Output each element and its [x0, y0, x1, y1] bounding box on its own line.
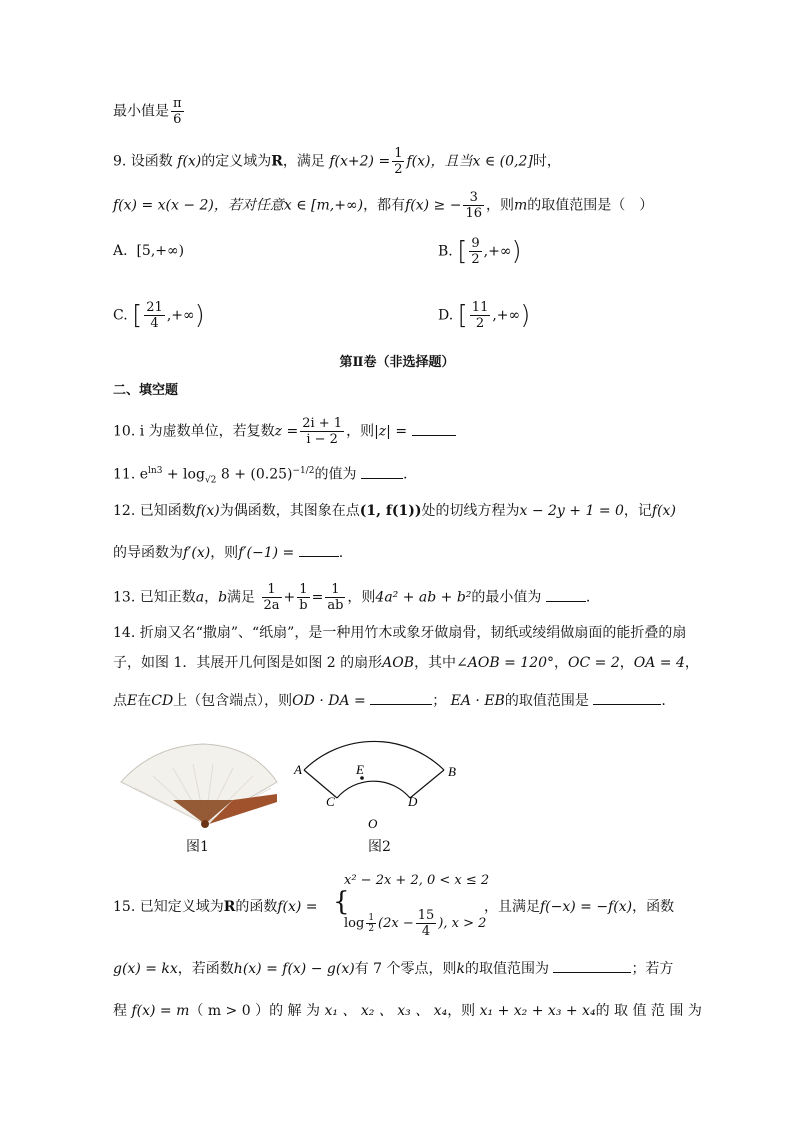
- section-title: 第Ⅱ卷（非选择题）: [339, 355, 455, 370]
- q9-line2: f(x) = x(x − 2)，若对任意x ∈ [m,+∞)，都有f(x) ≥ − $\frac{3}{16}$ ，则m的取值范围是（ ）: [113, 190, 654, 221]
- sector-diagram: [286, 726, 466, 836]
- label-d: D: [408, 794, 418, 809]
- q14-line3: 点E在CD上（包含端点），则OD · DA = ； EA · EB的取值范围是 .: [113, 690, 666, 712]
- piecewise-case-1: x² − 2x + 2, 0 < x ≤ 2: [344, 873, 490, 888]
- q9-option-c: C. [ $\frac{21}{4}$ ,+∞): [113, 300, 205, 331]
- q14-line1: 14. 折扇又名“撒扇”、“纸扇”，是一种用竹木或象牙做扇骨，韧纸或绫绢做扇面的能折叠的扇: [113, 625, 687, 641]
- fan-pivot: [201, 820, 209, 828]
- q13-answer-blank: [546, 587, 586, 602]
- fig1-caption: 图1: [186, 839, 209, 855]
- label-b: B: [448, 764, 456, 779]
- q12-line1: 12. 已知函数f(x)为偶函数，其图象在点(1, f(1))处的切线方程为x − 2y + 1 = 0，记f(x): [113, 503, 676, 519]
- q12-answer-blank: [299, 542, 339, 557]
- fig2-caption: 图2: [368, 839, 391, 855]
- prev-answer-line: 最小值是 $\frac{\pi}{6}$: [113, 96, 182, 127]
- q9-option-a: A. [5,+∞): [113, 243, 185, 259]
- q13-line: 13. 已知正数a，b满足 $\frac{1}{2a}$ + $\frac{1}{b}$ = $\frac{1}{ab}$ ，则4a² + ab + b²的最小值为 .: [113, 582, 591, 613]
- q11-answer-blank: [361, 464, 403, 479]
- half-fraction: $\frac{1}{2}$: [394, 146, 403, 177]
- q10-line: 10. i 为虚数单位，若复数z = $\frac{2i + 1}{i - 2}$ ，则|z| =: [113, 416, 456, 447]
- piecewise-brace: {: [333, 887, 350, 917]
- q9-option-b: B. [ $\frac{9}{2}$ ,+∞): [438, 236, 522, 267]
- q12-line2: 的导函数为f′(x)，则f′(−1) = .: [113, 542, 343, 564]
- complex-fraction: $\frac{2i + 1}{i - 2}$: [302, 416, 343, 447]
- q15-line1-tail: ，且满足f(−x) = −f(x)，函数: [484, 899, 675, 915]
- fan-photo-figure: [113, 742, 283, 832]
- q14-line2: 子，如图 1．其展开几何图是如图 2 的扇形AOB，其中∠AOB = 120°，OC = 2，OA = 4，: [113, 655, 699, 671]
- label-e: E: [356, 762, 364, 777]
- label-o: O: [368, 816, 378, 831]
- q15-line2: g(x) = kx，若函数h(x) = f(x) − g(x)有 7 个零点，则k的取值范围为 ；若方: [113, 958, 673, 980]
- q10-answer-blank: [412, 421, 456, 436]
- q11-line: 11. $e^{ln3} + \log_{√2} 8 + (0.25)^{-1/2}$的值为 .: [113, 460, 407, 491]
- q15-line1: 15. 已知定义域为R的函数f(x) =: [113, 899, 318, 915]
- label-a: A: [294, 762, 302, 777]
- label-c: C: [326, 794, 335, 809]
- part-title: 二、填空题: [113, 383, 179, 398]
- q14-answer-blank-1: [370, 690, 432, 705]
- q14-answer-blank-2: [593, 690, 661, 705]
- three-sixteenths-fraction: $\frac{3}{16}$: [465, 190, 483, 221]
- piecewise-case-2: log $\frac{1}{2}$ (2x − $\frac{15}{4}$ ), x > 2: [344, 908, 487, 939]
- q15-line3: 程 f(x) = m（ m > 0 ）的 解 为 x₁ 、 x₂ 、 x₃ 、 x₄，则 x₁ + x₂ + x₃ + x₄的 取 值 范 围 为: [113, 1003, 702, 1019]
- q15-answer-blank-1: [553, 958, 631, 973]
- pi-over-6-fraction: $\frac{\pi}{6}$: [173, 96, 182, 127]
- inner-arc: [337, 781, 410, 798]
- outer-arc: [304, 741, 444, 770]
- q9-option-d: D. [ $\frac{11}{2}$ ,+∞): [438, 300, 531, 331]
- q9-line1: 9. 设函数 f(x)的定义域为R，满足 f(x+2) = $\frac{1}{2}$ f(x)，且当x ∈ (0,2]时，: [113, 146, 561, 177]
